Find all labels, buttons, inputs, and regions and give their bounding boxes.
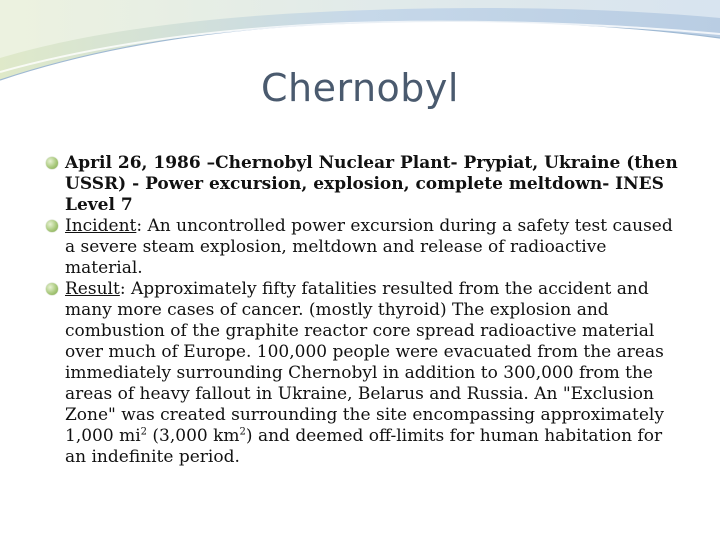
bullet-list [44, 153, 684, 468]
bullet-icon [46, 157, 58, 169]
bullet-incident-label: Incident [65, 216, 137, 236]
slide-title-text: Chernobyl [261, 66, 459, 110]
slide-title [0, 66, 720, 110]
bullet-icon [46, 283, 58, 295]
bullet-item-incident [44, 216, 684, 279]
bullet-incident-text: : An uncontrolled power excursion during a safety test caused a severe steam explosion, meltdown and release of radioactive material. [65, 216, 673, 278]
superscript-mi: 2 [140, 426, 148, 438]
bullet-result-text: : Approximately fifty fatalities resulted from the accident and many more cases of cancer. (mostly thyroid) The explosion and combustion of the graphite reactor core spread radioactive material over much of Europe. 100,000 people were evacuated from the areas immediately surrounding Chernobyl in addition to 300,000 from the areas of heavy fallout in Ukraine, Belarus and Russia. An "Exclusion Zone" was created surrounding the site encompassing approximately 1,000 mi [65, 279, 664, 446]
superscript-km: 2 [239, 426, 246, 438]
bullet-overview-text: April 26, 1986 –Chernobyl Nuclear Plant- Prypiat, Ukraine (then USSR) - Power excursion, explosion, complete meltdown- INES Level 7 [65, 153, 678, 215]
bullet-item-overview [44, 153, 684, 216]
bullet-result-text-end: ) and deemed off-limits for human habitation for an indefinite period. [65, 426, 663, 467]
bullet-icon [46, 220, 58, 232]
bullet-result-label: Result [65, 279, 120, 299]
bullet-item-result [44, 279, 684, 468]
bullet-result-text-km: (3,000 km [147, 426, 240, 446]
